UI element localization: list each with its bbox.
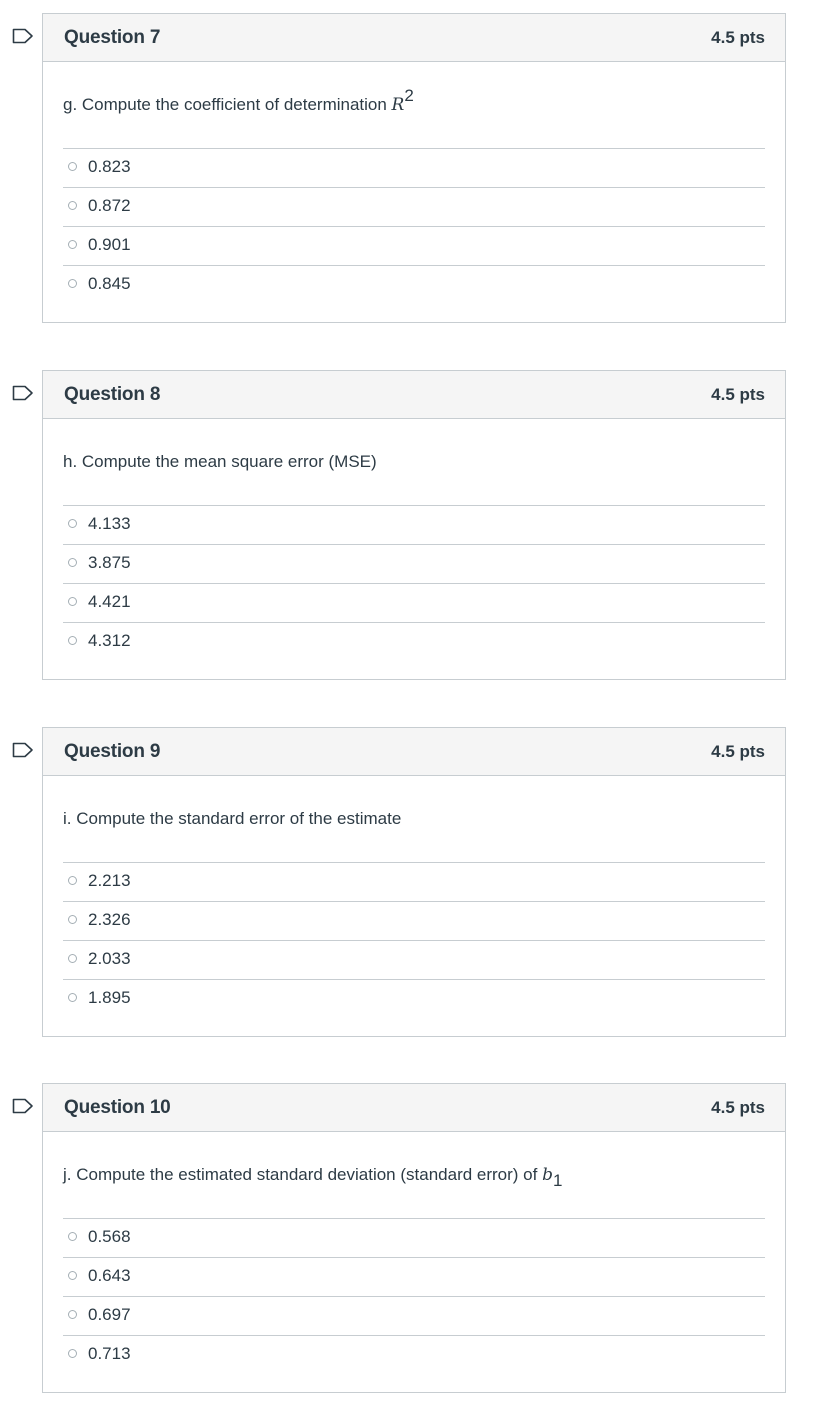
question-prompt xyxy=(63,419,765,506)
question-points: 4.5 pts xyxy=(711,385,765,404)
radio-button[interactable] xyxy=(68,162,77,171)
answer-label[interactable]: 0.872 xyxy=(88,196,131,215)
question-body xyxy=(43,1132,785,1374)
math-symbol: R xyxy=(391,95,405,115)
radio-button[interactable] xyxy=(68,519,77,528)
answer-label[interactable]: 4.421 xyxy=(88,592,131,611)
answer-label[interactable]: 4.312 xyxy=(88,631,131,650)
answer-list xyxy=(63,863,765,1018)
answer-label[interactable]: 0.643 xyxy=(88,1266,131,1285)
question-title: Question 7 xyxy=(64,27,161,48)
answer-label[interactable]: 0.845 xyxy=(88,274,131,293)
radio-button[interactable] xyxy=(68,558,77,567)
question-prompt-text: h. Compute the mean square error (MSE) xyxy=(63,452,377,471)
answer-label[interactable]: 0.823 xyxy=(88,157,131,176)
flag-question-icon[interactable] xyxy=(12,28,34,44)
question-header xyxy=(43,1084,785,1132)
question-prompt xyxy=(63,776,765,863)
answer-option[interactable] xyxy=(63,266,765,304)
question-prompt-text: j. Compute the estimated standard deviation (standard error) of xyxy=(63,1165,543,1184)
radio-button[interactable] xyxy=(68,1271,77,1280)
answer-label[interactable]: 0.713 xyxy=(88,1344,131,1363)
question-prompt xyxy=(63,62,765,149)
answer-label[interactable]: 0.697 xyxy=(88,1305,131,1324)
answer-label[interactable]: 2.213 xyxy=(88,871,131,890)
answer-list xyxy=(63,506,765,661)
answer-label[interactable]: 2.033 xyxy=(88,949,131,968)
flag-question-icon[interactable] xyxy=(12,742,34,758)
radio-button[interactable] xyxy=(68,954,77,963)
answer-option[interactable] xyxy=(63,227,765,266)
question-10-card xyxy=(42,1083,786,1393)
flag-question-icon[interactable] xyxy=(12,1098,34,1114)
radio-button[interactable] xyxy=(68,201,77,210)
question-title: Question 9 xyxy=(64,741,161,762)
flag-question-icon[interactable] xyxy=(12,385,34,401)
math-subscript: 1 xyxy=(552,1171,563,1190)
answer-option[interactable] xyxy=(63,980,765,1018)
question-points: 4.5 pts xyxy=(711,1098,765,1117)
question-9-card xyxy=(42,727,786,1037)
answer-label[interactable]: 0.568 xyxy=(88,1227,131,1246)
answer-option[interactable] xyxy=(63,1258,765,1297)
question-prompt-text: i. Compute the standard error of the estimate xyxy=(63,809,402,828)
answer-label[interactable]: 3.875 xyxy=(88,553,131,572)
answer-option[interactable] xyxy=(63,863,765,902)
radio-button[interactable] xyxy=(68,1232,77,1241)
answer-label[interactable]: 1.895 xyxy=(88,988,131,1007)
answer-option[interactable] xyxy=(63,941,765,980)
question-body xyxy=(43,776,785,1018)
answer-option[interactable] xyxy=(63,1297,765,1336)
math-symbol: b xyxy=(542,1165,553,1185)
answer-label[interactable]: 2.326 xyxy=(88,910,131,929)
question-points: 4.5 pts xyxy=(711,742,765,761)
answer-option[interactable] xyxy=(63,188,765,227)
radio-button[interactable] xyxy=(68,993,77,1002)
question-prompt xyxy=(63,1132,765,1219)
question-prompt-text: g. Compute the coefficient of determination xyxy=(63,95,392,114)
question-8-card xyxy=(42,370,786,680)
question-header xyxy=(43,371,785,419)
question-title: Question 10 xyxy=(64,1097,171,1118)
math-superscript: 2 xyxy=(404,86,414,105)
radio-button[interactable] xyxy=(68,279,77,288)
question-header xyxy=(43,14,785,62)
question-body xyxy=(43,419,785,661)
answer-option[interactable] xyxy=(63,506,765,545)
answer-option[interactable] xyxy=(63,1219,765,1258)
question-body xyxy=(43,62,785,304)
answer-option[interactable] xyxy=(63,1336,765,1374)
answer-option[interactable] xyxy=(63,545,765,584)
radio-button[interactable] xyxy=(68,636,77,645)
answer-label[interactable]: 4.133 xyxy=(88,514,131,533)
question-header xyxy=(43,728,785,776)
answer-list xyxy=(63,149,765,304)
answer-option[interactable] xyxy=(63,623,765,661)
answer-list xyxy=(63,1219,765,1374)
answer-option[interactable] xyxy=(63,584,765,623)
answer-option[interactable] xyxy=(63,149,765,188)
answer-label[interactable]: 0.901 xyxy=(88,235,131,254)
radio-button[interactable] xyxy=(68,240,77,249)
radio-button[interactable] xyxy=(68,1349,77,1358)
radio-button[interactable] xyxy=(68,597,77,606)
question-title: Question 8 xyxy=(64,384,161,405)
radio-button[interactable] xyxy=(68,876,77,885)
question-7-card xyxy=(42,13,786,323)
radio-button[interactable] xyxy=(68,915,77,924)
radio-button[interactable] xyxy=(68,1310,77,1319)
question-points: 4.5 pts xyxy=(711,28,765,47)
answer-option[interactable] xyxy=(63,902,765,941)
